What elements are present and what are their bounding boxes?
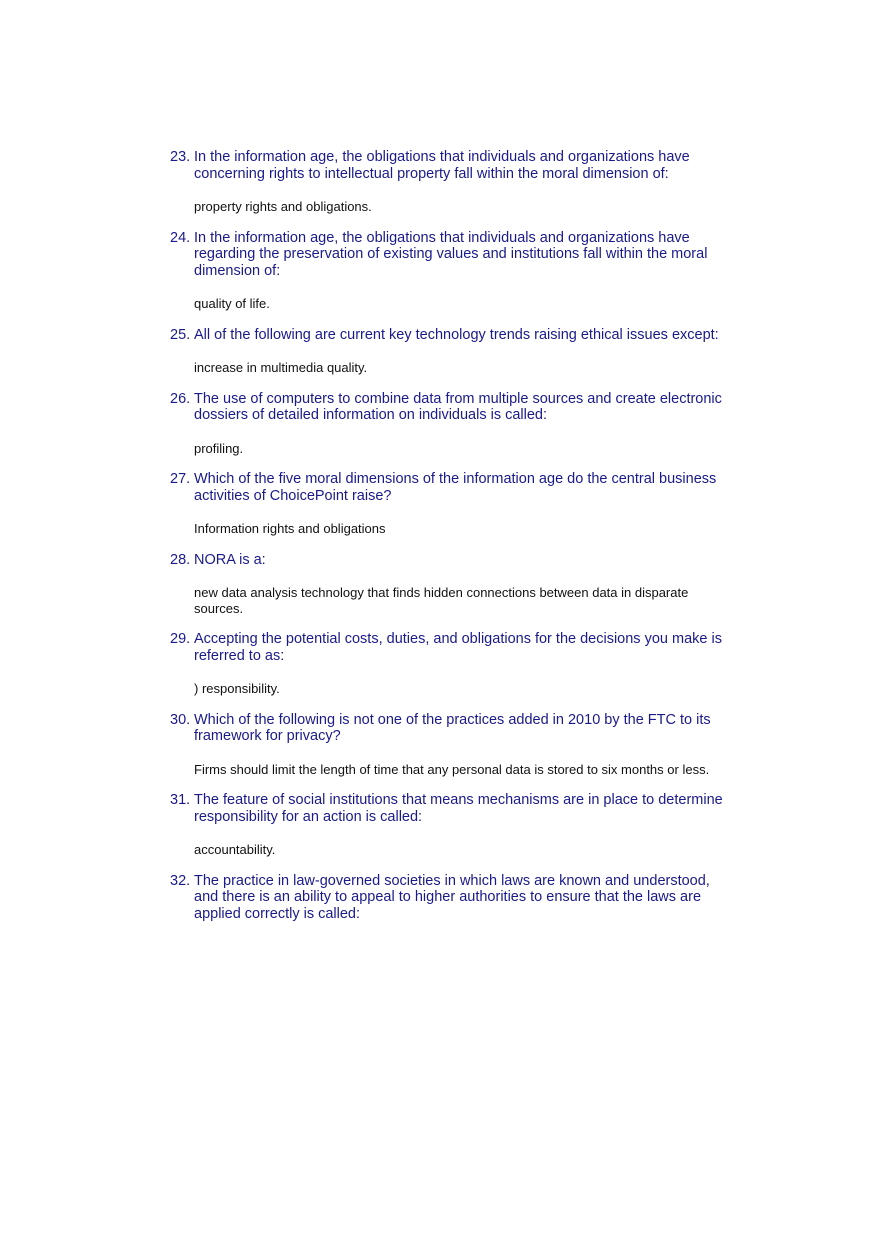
question-item-32	[170, 873, 735, 955]
question-item-23	[170, 149, 735, 215]
answer-text: Information rights and obligations	[194, 521, 386, 536]
question-item-24	[170, 230, 735, 312]
question	[170, 873, 735, 923]
answer-text: profiling.	[194, 440, 244, 456]
question-item-26	[170, 391, 735, 457]
question	[170, 327, 735, 344]
question	[170, 712, 735, 745]
answer-text: accountability.	[194, 842, 276, 857]
question	[170, 230, 735, 280]
answer-text: quality of life.	[194, 296, 270, 311]
answer-text: property rights and obligations.	[194, 199, 372, 214]
question	[170, 391, 735, 424]
question-item-28	[170, 552, 735, 617]
answer-text: increase in multimedia quality.	[194, 360, 368, 375]
question-number: 26.	[170, 390, 191, 407]
question-text: NORA is a:	[194, 551, 266, 568]
question-text: All of the following are current key technology trends raising ethical issues except:	[194, 326, 719, 343]
question-item-30	[170, 712, 735, 778]
question-number: 28.	[170, 551, 191, 568]
question	[170, 149, 735, 182]
question-text: Which of the following is not one of the practices added in 2010 by the FTC to its framework for privacy?	[194, 711, 711, 744]
question-item-25	[170, 327, 735, 376]
question	[170, 792, 735, 825]
question-number: 25.	[170, 326, 191, 343]
question-number: 23.	[170, 149, 191, 165]
answer-text: ) responsibility.	[194, 681, 280, 696]
question-item-31	[170, 792, 735, 858]
answer-text: Firms should limit the length of time that any personal data is stored to six months or less.	[194, 761, 710, 777]
question-text: The practice in law-governed societies in which laws are known and understood, and there is an ability to appeal to higher authorities to ensure that the laws are applied correctly is called:	[194, 872, 710, 922]
question-text: The use of computers to combine data from multiple sources and create electronic dossiers of detailed information on individuals is called:	[194, 390, 722, 423]
answer-text	[194, 939, 735, 955]
question-text: Which of the five moral dimensions of the information age do the central business activities of ChoicePoint raise?	[194, 471, 717, 504]
answer-text: new data analysis technology that finds hidden connections between data in disparate sources.	[194, 585, 689, 616]
question-number: 29.	[170, 631, 191, 647]
question-text: Accepting the potential costs, duties, and obligations for the decisions you make is referred to as:	[194, 631, 722, 664]
question-text: In the information age, the obligations that individuals and organizations have concerning rights to intellectual property fall within the moral dimension of:	[194, 149, 690, 182]
question-number: 24.	[170, 229, 191, 246]
question-number: 32.	[170, 872, 191, 889]
question-number: 31.	[170, 792, 191, 808]
question-text: The feature of social institutions that means mechanisms are in place to determine responsibility for an action is called:	[194, 792, 723, 825]
question-number: 30.	[170, 711, 191, 728]
question	[170, 471, 735, 504]
question	[170, 631, 735, 664]
question-item-29	[170, 631, 735, 697]
question-list	[170, 149, 735, 970]
question	[170, 552, 735, 569]
question-text: In the information age, the obligations that individuals and organizations have regarding the preservation of existing values and institutions fall within the moral dimension of:	[194, 229, 708, 279]
question-item-27	[170, 471, 735, 537]
question-number: 27.	[170, 471, 191, 487]
